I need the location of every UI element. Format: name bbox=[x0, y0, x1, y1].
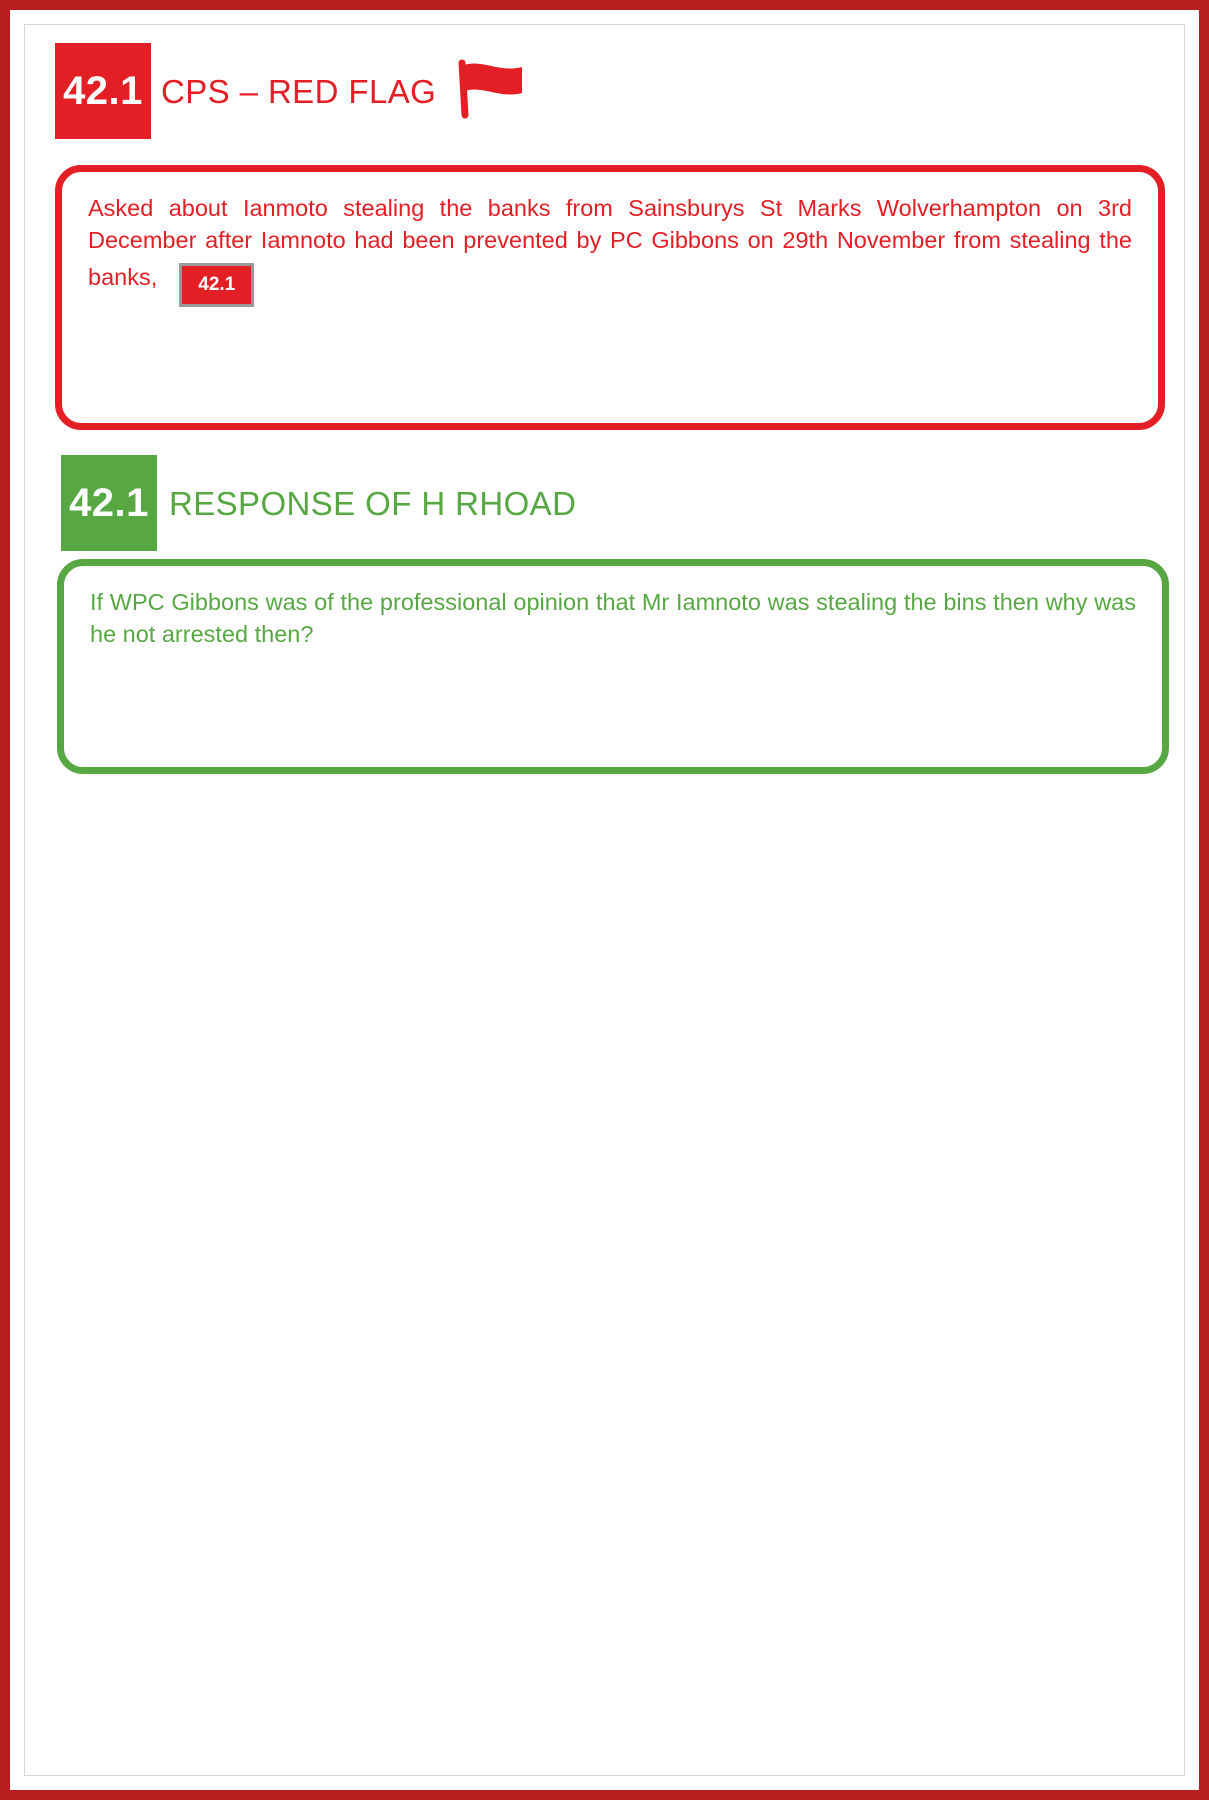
response-title: RESPONSE OF H RHOAD bbox=[169, 484, 577, 522]
response-text: If WPC Gibbons was of the professional opinion that Mr Iamnoto was stealing the bins then why was he not arrested then? bbox=[90, 589, 1136, 648]
cps-red-flag-textbox[interactable] bbox=[55, 165, 1165, 430]
cps-red-flag-text: Asked about Ianmoto stealing the banks from Sainsburys St Marks Wolverhampton on 3rd December after Iamnoto had been prevented by PC Gibbons on 29th November from stealing the banks, 42.1 bbox=[88, 192, 1132, 301]
document-content bbox=[25, 25, 1184, 1775]
section-header-response bbox=[61, 455, 576, 551]
section-number-badge: 42.1 bbox=[55, 43, 151, 139]
inline-reference-badge: 42.1 bbox=[179, 263, 254, 307]
response-textbox[interactable] bbox=[57, 559, 1169, 774]
section-header-cps-red-flag bbox=[55, 43, 532, 139]
response-number-badge: 42.1 bbox=[61, 455, 157, 551]
page-inner-border bbox=[24, 24, 1185, 1776]
section-title: CPS – RED FLAG bbox=[161, 72, 437, 110]
red-flag-icon bbox=[452, 59, 532, 124]
